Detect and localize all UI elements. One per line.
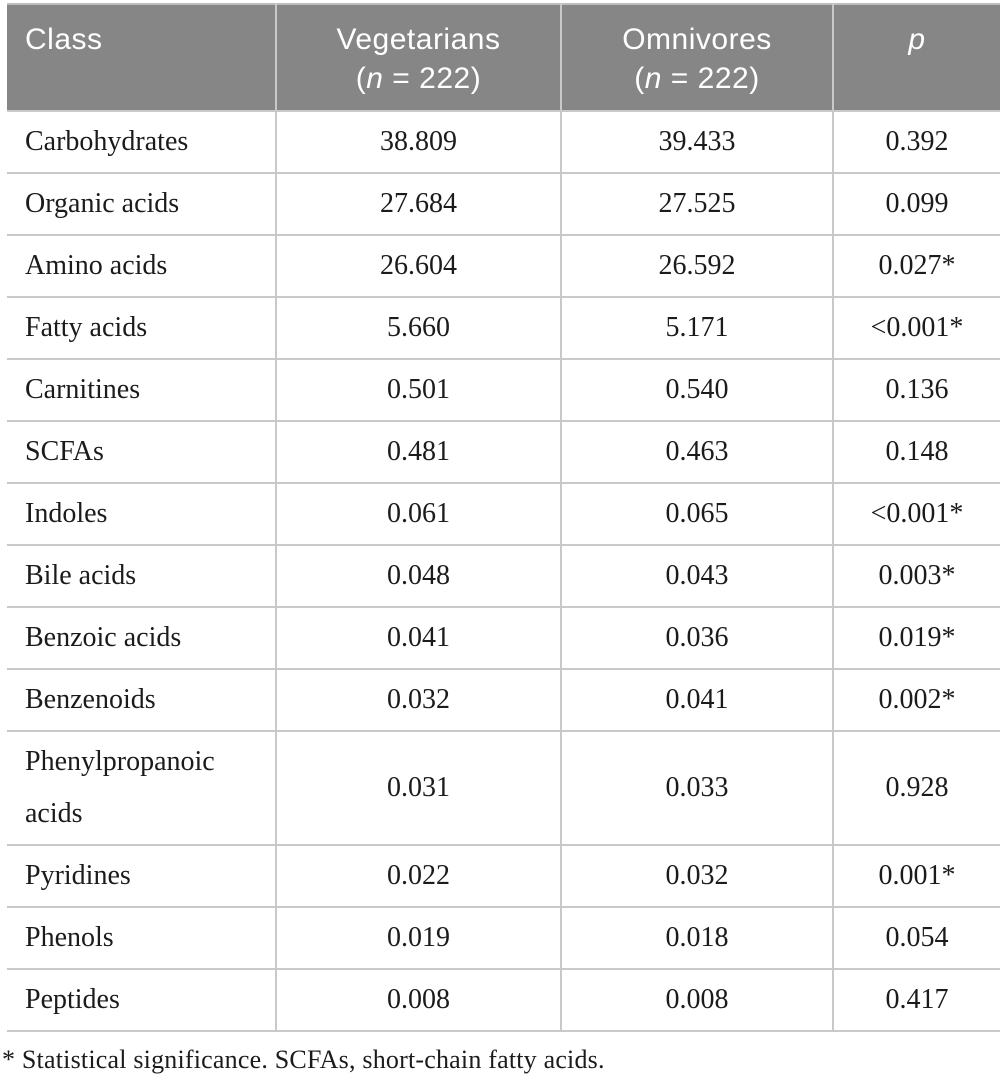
p-value-cell: 0.136 [833, 359, 1000, 421]
omnivores-cell: 5.171 [561, 297, 833, 359]
header-omnivores-n [568, 59, 826, 98]
n-count: = 222) [661, 62, 760, 95]
p-value-cell: 0.054 [833, 907, 1000, 969]
header-vegetarians [276, 4, 561, 111]
p-value-cell: 0.019* [833, 607, 1000, 669]
vegetarians-cell: 0.048 [276, 545, 561, 607]
table-header [7, 4, 1000, 111]
omnivores-cell: 0.041 [561, 669, 833, 731]
class-cell: Pyridines [7, 845, 276, 907]
p-value-cell: 0.928 [833, 731, 1000, 845]
p-value-cell: 0.003* [833, 545, 1000, 607]
p-value-cell: 0.002* [833, 669, 1000, 731]
header-p [833, 4, 1000, 111]
p-value-cell: 0.001* [833, 845, 1000, 907]
vegetarians-cell: 0.501 [276, 359, 561, 421]
vegetarians-cell: 26.604 [276, 235, 561, 297]
class-cell: SCFAs [7, 421, 276, 483]
vegetarians-cell: 0.008 [276, 969, 561, 1031]
metabolite-class-table [7, 3, 1000, 1032]
table-row [7, 297, 1000, 359]
class-cell: Bile acids [7, 545, 276, 607]
header-class: Class [7, 4, 276, 111]
class-cell: Indoles [7, 483, 276, 545]
table-row [7, 483, 1000, 545]
n-count: = 222) [383, 62, 482, 95]
vegetarians-cell: 0.061 [276, 483, 561, 545]
paren-open: ( [355, 62, 367, 95]
class-cell: Phenylpropanoic acids [7, 731, 276, 845]
n-symbol: n [366, 62, 384, 95]
paren-open: ( [634, 62, 645, 95]
class-cell: Fatty acids [7, 297, 276, 359]
table-row [7, 669, 1000, 731]
table-row [7, 969, 1000, 1031]
header-row [7, 4, 1000, 111]
p-value-cell: <0.001* [833, 483, 1000, 545]
omnivores-cell: 26.592 [561, 235, 833, 297]
omnivores-cell: 0.065 [561, 483, 833, 545]
class-cell: Benzenoids [7, 669, 276, 731]
omnivores-cell: 0.032 [561, 845, 833, 907]
omnivores-cell: 0.043 [561, 545, 833, 607]
class-cell: Carbohydrates [7, 111, 276, 173]
class-cell: Carnitines [7, 359, 276, 421]
omnivores-cell: 39.433 [561, 111, 833, 173]
p-value-cell: <0.001* [833, 297, 1000, 359]
vegetarians-cell: 0.032 [276, 669, 561, 731]
omnivores-cell: 0.036 [561, 607, 833, 669]
header-vegetarians-n [283, 59, 554, 98]
vegetarians-cell: 0.481 [276, 421, 561, 483]
vegetarians-cell: 0.019 [276, 907, 561, 969]
vegetarians-cell: 5.660 [276, 297, 561, 359]
p-symbol: p [908, 23, 926, 56]
p-value-cell: 0.099 [833, 173, 1000, 235]
table-body [7, 111, 1000, 1031]
omnivores-cell: 0.540 [561, 359, 833, 421]
omnivores-cell: 27.525 [561, 173, 833, 235]
header-omnivores-title: Omnivores [622, 23, 772, 56]
p-value-cell: 0.417 [833, 969, 1000, 1031]
table-row [7, 421, 1000, 483]
omnivores-cell: 0.033 [561, 731, 833, 845]
class-cell: Peptides [7, 969, 276, 1031]
p-value-cell: 0.027* [833, 235, 1000, 297]
class-cell: Benzoic acids [7, 607, 276, 669]
table-row [7, 845, 1000, 907]
class-cell: Amino acids [7, 235, 276, 297]
table-row [7, 235, 1000, 297]
table-footnote: * Statistical significance. SCFAs, short-chain fatty acids. [2, 1045, 605, 1074]
table-row [7, 359, 1000, 421]
p-value-cell: 0.392 [833, 111, 1000, 173]
table-row [7, 111, 1000, 173]
p-value-cell: 0.148 [833, 421, 1000, 483]
table-row [7, 173, 1000, 235]
table-row [7, 607, 1000, 669]
omnivores-cell: 0.463 [561, 421, 833, 483]
vegetarians-cell: 0.041 [276, 607, 561, 669]
header-omnivores [561, 4, 833, 111]
vegetarians-cell: 38.809 [276, 111, 561, 173]
vegetarians-cell: 0.022 [276, 845, 561, 907]
n-symbol: n [644, 62, 662, 95]
table-row [7, 907, 1000, 969]
class-cell: Phenols [7, 907, 276, 969]
omnivores-cell: 0.018 [561, 907, 833, 969]
omnivores-cell: 0.008 [561, 969, 833, 1031]
vegetarians-cell: 27.684 [276, 173, 561, 235]
table-row [7, 731, 1000, 845]
header-vegetarians-title: Vegetarians [336, 23, 501, 56]
class-cell: Organic acids [7, 173, 276, 235]
table-row [7, 545, 1000, 607]
vegetarians-cell: 0.031 [276, 731, 561, 845]
